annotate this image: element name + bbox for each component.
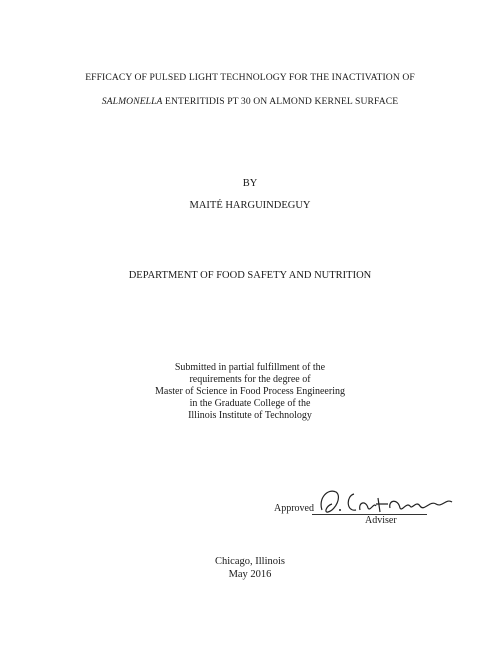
author-name: MAITÉ HARGUINDEGUY <box>189 200 311 211</box>
submission-line-1: Submitted in partial fulfillment of the <box>174 362 326 373</box>
submission-line-4: in the Graduate College of the <box>189 398 311 409</box>
department-name: DEPARTMENT OF FOOD SAFETY AND NUTRITION <box>128 270 372 281</box>
adviser-label: Adviser <box>365 515 397 526</box>
date: May 2016 <box>228 569 272 580</box>
approved-label: Approved <box>274 503 314 514</box>
thesis-title-line-2-text: ENTERITIDIS PT 30 ON ALMOND KERNEL SURFACE <box>162 96 399 107</box>
place: Chicago, Illinois <box>215 556 285 567</box>
submission-line-3: Master of Science in Food Process Engineering <box>155 386 345 397</box>
thesis-title-line-1 <box>0 72 500 83</box>
organism-name: SALMONELLA <box>101 96 163 107</box>
submission-line-5: Illinois Institute of Technology <box>188 410 312 421</box>
thesis-title-line-1-text: EFFICACY OF PULSED LIGHT TECHNOLOGY FOR THE INACTIVATION OF <box>85 72 415 83</box>
thesis-title-line-2 <box>0 96 500 107</box>
approval-block <box>270 480 470 530</box>
submission-line-2: requirements for the degree of <box>189 374 311 385</box>
by-label: BY <box>242 178 258 189</box>
adviser-signature <box>318 484 458 518</box>
